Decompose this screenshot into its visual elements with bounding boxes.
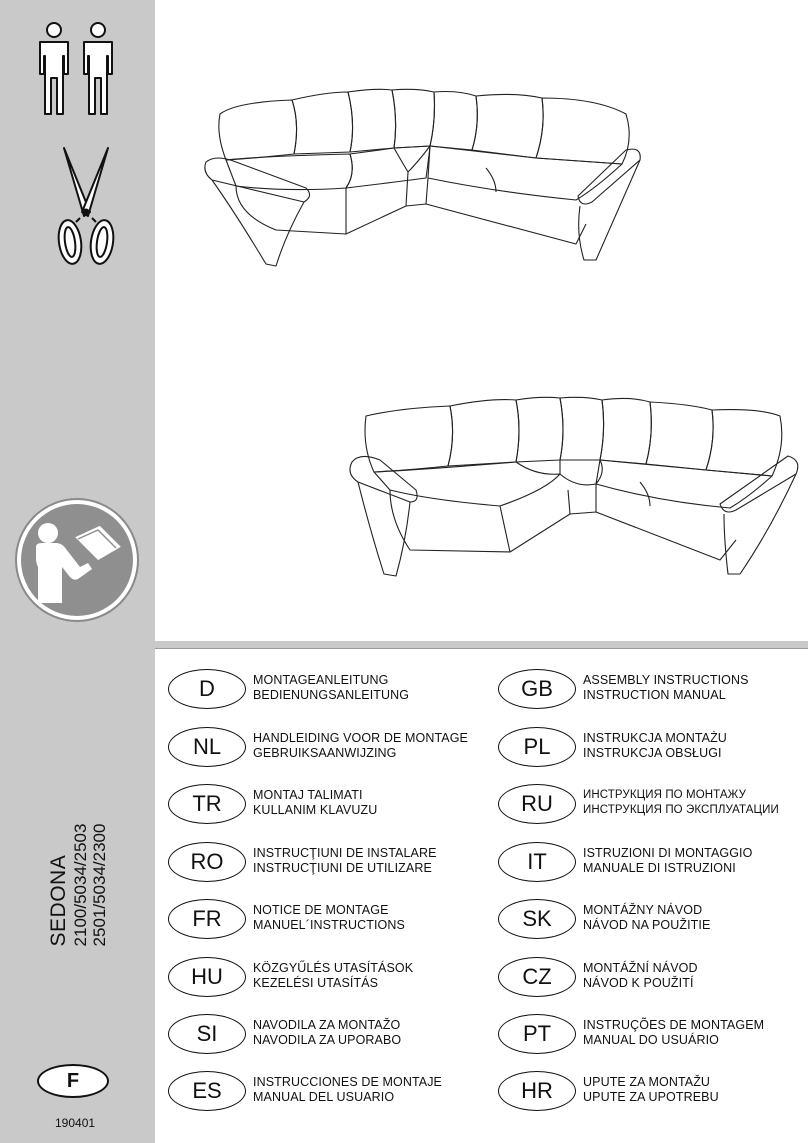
product-name: SEDONA bbox=[47, 854, 70, 947]
document-number: 190401 bbox=[55, 1116, 96, 1130]
language-line-2: INSTRUCTION MANUAL bbox=[583, 688, 726, 702]
language-code-badge: GB bbox=[498, 669, 576, 709]
language-code-badge: SK bbox=[498, 899, 576, 939]
language-line-1: ИНСТРУКЦИЯ ПО МОНТАЖУ bbox=[583, 789, 747, 801]
divider-line bbox=[155, 648, 808, 649]
edition-badge: F bbox=[37, 1064, 109, 1098]
language-code-badge: HU bbox=[168, 957, 246, 997]
language-code-badge: RO bbox=[168, 842, 246, 882]
product-code-1: 2100/5034/2503 bbox=[71, 823, 90, 947]
language-line-1: ISTRUZIONI DI MONTAGGIO bbox=[583, 846, 753, 860]
language-line-1: NAVODILA ZA MONTAŽO bbox=[253, 1018, 401, 1032]
language-code-badge: CZ bbox=[498, 957, 576, 997]
language-line-2: MANUAL DO USUÁRIO bbox=[583, 1033, 719, 1047]
language-line-2: INSTRUCŢIUNI DE UTILIZARE bbox=[253, 861, 432, 875]
product-code-2: 2501/5034/2300 bbox=[90, 823, 109, 947]
language-code-badge: SI bbox=[168, 1014, 246, 1054]
language-line-2: MANUEL´INSTRUCTIONS bbox=[253, 918, 405, 932]
language-line-1: HANDLEIDING VOOR DE MONTAGE bbox=[253, 731, 468, 745]
language-line-1: INSTRUKCJA MONTAŻU bbox=[583, 731, 727, 745]
language-line-2: KEZELÉSI UTASÍTÁS bbox=[253, 976, 379, 990]
corner-sofa-illustration-2 bbox=[340, 390, 800, 590]
language-code-badge: NL bbox=[168, 727, 246, 767]
language-line-1: ASSEMBLY INSTRUCTIONS bbox=[583, 673, 749, 687]
language-line-2: INSTRUKCJA OBSŁUGI bbox=[583, 746, 722, 760]
language-code-badge: FR bbox=[168, 899, 246, 939]
language-line-1: MONTÁŽNÍ NÁVOD bbox=[583, 961, 698, 975]
language-line-2: KULLANIM KLAVUZU bbox=[253, 803, 378, 817]
language-code-badge: TR bbox=[168, 784, 246, 824]
language-line-2: BEDIENUNGSANLEITUNG bbox=[253, 688, 410, 702]
two-persons-icon bbox=[30, 22, 124, 118]
horizontal-divider bbox=[0, 641, 808, 648]
scissors-icon bbox=[50, 146, 122, 270]
language-line-2: NAVODILA ZA UPORABO bbox=[253, 1033, 402, 1047]
language-line-2: MANUALE DI ISTRUZIONI bbox=[583, 861, 736, 875]
language-line-1: INSTRUÇÕES DE MONTAGEM bbox=[583, 1018, 765, 1032]
language-line-2: GEBRUIKSAANWIJZING bbox=[253, 746, 397, 760]
language-line-1: NOTICE DE MONTAGE bbox=[253, 903, 389, 917]
language-line-2: NÁVOD NA POUŽITIE bbox=[583, 918, 711, 932]
language-line-1: KÖZGYŰLÉS UTASÍTÁSOK bbox=[253, 961, 414, 975]
language-line-2: UPUTE ZA UPOTREBU bbox=[583, 1090, 719, 1104]
language-code-badge: IT bbox=[498, 842, 576, 882]
language-code-badge: PT bbox=[498, 1014, 576, 1054]
language-code-badge: PL bbox=[498, 727, 576, 767]
language-line-1: UPUTE ZA MONTAŽU bbox=[583, 1075, 711, 1089]
language-code-badge: RU bbox=[498, 784, 576, 824]
read-manual-icon bbox=[14, 497, 140, 623]
language-line-2: MANUAL DEL USUARIO bbox=[253, 1090, 395, 1104]
language-line-2: NÁVOD K POUŽITÍ bbox=[583, 976, 694, 990]
language-line-1: MONTÁŽNY NÁVOD bbox=[583, 903, 703, 917]
language-line-2: ИНСТРУКЦИЯ ПО ЭКСПЛУАТАЦИИ bbox=[583, 804, 779, 816]
language-code-badge: HR bbox=[498, 1071, 576, 1111]
language-code-badge: ES bbox=[168, 1071, 246, 1111]
language-code-badge: D bbox=[168, 669, 246, 709]
language-line-1: MONTAGEANLEITUNG bbox=[253, 673, 389, 687]
language-line-1: MONTAJ TALIMATI bbox=[253, 788, 363, 802]
corner-sofa-illustration-1 bbox=[196, 84, 656, 274]
language-line-1: INSTRUCŢIUNI DE INSTALARE bbox=[253, 846, 437, 860]
language-line-1: INSTRUCCIONES DE MONTAJE bbox=[253, 1075, 442, 1089]
